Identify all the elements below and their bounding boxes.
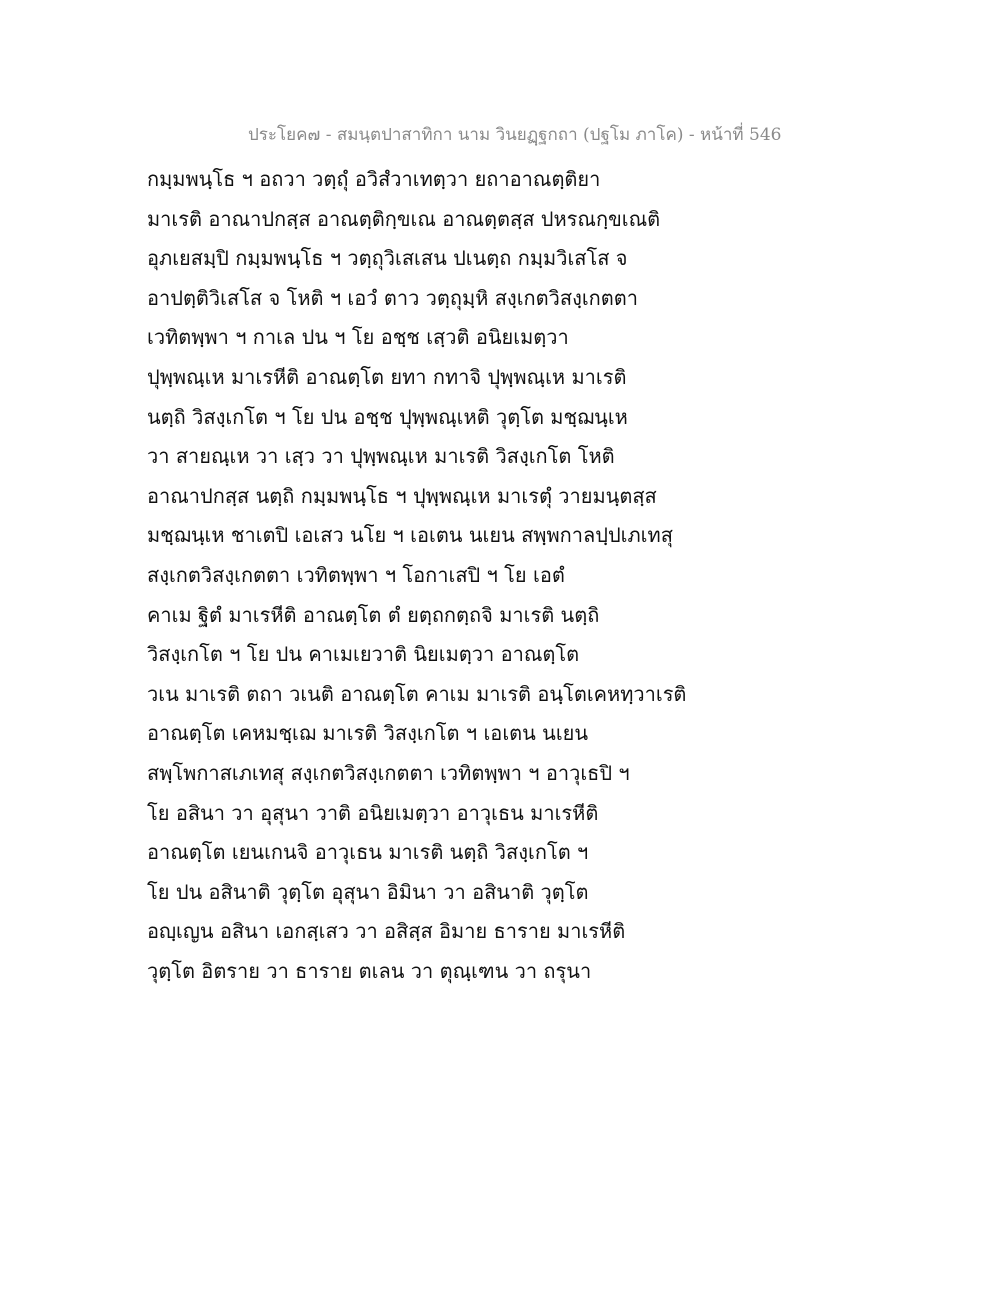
text-line: อุภเยสมฺปิ กมฺมพนฺโธ ฯ วตฺถุวิเสเสน ปเนตฺถ กมฺมวิเสโส จ	[147, 246, 628, 271]
text-line: วิสงฺเกโต ฯ โย ปน คาเมเยวาติ นิยเมตฺวา อาณตฺโต	[147, 642, 580, 667]
text-line: อาปตฺติวิเสโส จ โหติ ฯ เอวํ ตาว วตฺถุมฺหิ สงฺเกตวิสงฺเกตตา	[147, 285, 638, 310]
text-line: สงฺเกตวิสงฺเกตตา เวทิตพฺพา ฯ โอกาเสปิ ฯ โย เอตํ	[147, 562, 565, 587]
body-text	[147, 160, 707, 991]
text-line: อาณตฺโต เคหมชฺเฌ มาเรติ วิสงฺเกโต ฯ เอเตน นเยน	[147, 721, 589, 746]
text-line: โย ปน อสินาติ วุตฺโต อุสุนา อิมินา วา อสินาติ วุตฺโต	[147, 879, 589, 904]
text-line: มาเรติ อาณาปกสฺส อาณตฺติกฺขเณ อาณตฺตสฺส ปหรณกฺขเณติ	[147, 206, 661, 231]
running-header: ประโยค๗ - สมนฺตปาสาทิกา นาม วินยฏฺฐกถา (ปฐโม ภาโค) - หน้าที่ 546	[248, 125, 782, 145]
text-line: สพฺโพกาสเภเทสุ สงฺเกตวิสงฺเกตตา เวทิตพฺพา ฯ อาวุเธปิ ฯ	[147, 760, 630, 785]
text-line: อาณาปกสฺส นตฺถิ กมฺมพนฺโธ ฯ ปุพฺพณฺเห มาเรตุํ วายมนฺตสฺส	[147, 483, 657, 508]
text-line: เวทิตพฺพา ฯ กาเล ปน ฯ โย อชฺช เสฺวติ อนิยเมตฺวา	[147, 325, 569, 350]
text-line: ปุพฺพณฺเห มาเรหีติ อาณตฺโต ยทา กทาจิ ปุพฺพณฺเห มาเรติ	[147, 364, 627, 389]
text-line: โย อสินา วา อุสุนา วาติ อนิยเมตฺวา อาวุเธน มาเรหีติ	[147, 800, 599, 825]
text-line: วเน มาเรติ ตถา วเนติ อาณตฺโต คาเม มาเรติ อนฺโตเคหทฺวาเรติ	[147, 681, 687, 706]
text-line: นตฺถิ วิสงฺเกโต ฯ โย ปน อชฺช ปุพฺพณฺเหติ วุตฺโต มชฺฌนฺเห	[147, 404, 628, 429]
text-line: อญฺเญน อสินา เอกสฺเสว วา อสิสฺส อิมาย ธาราย มาเรหีติ	[147, 919, 626, 944]
text-line: อาณตฺโต เยนเกนจิ อาวุเธน มาเรติ นตฺถิ วิสงฺเกโต ฯ	[147, 840, 589, 865]
text-line: วา สายณฺเห วา เสฺว วา ปุพฺพณฺเห มาเรติ วิสงฺเกโต โหติ	[147, 444, 615, 469]
text-line: คาเม ฐิตํ มาเรหีติ อาณตฺโต ตํ ยตฺถกตฺถจิ มาเรติ นตฺถิ	[147, 602, 600, 627]
text-line: มชฺฌนฺเห ชาเตปิ เอเสว นโย ฯ เอเตน นเยน สพฺพกาลปฺปเภเทสุ	[147, 523, 673, 548]
text-line: กมฺมพนฺโธ ฯ อถวา วตฺถุํ อวิสํวาเทตฺวา ยถาอาณตฺติยา	[147, 167, 601, 191]
text-line: วุตฺโต อิตราย วา ธาราย ตเลน วา ตุณฺเฑน วา ถรุนา	[147, 958, 592, 983]
